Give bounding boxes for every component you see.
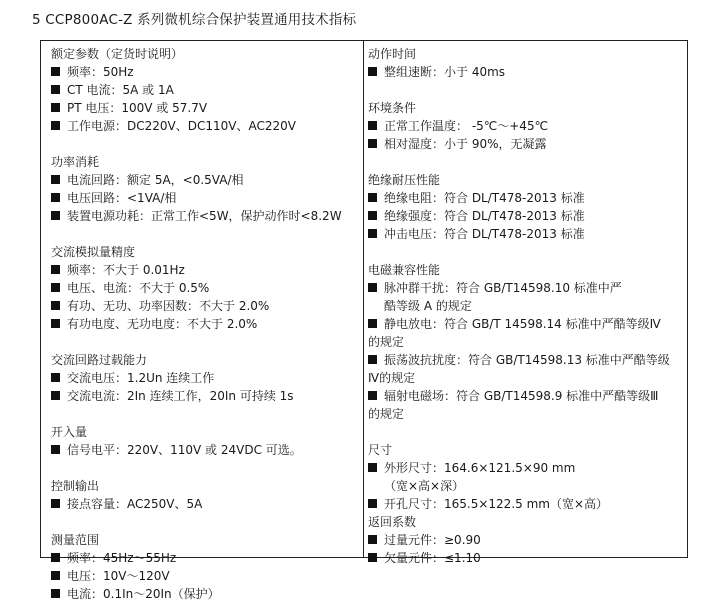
right-column [368, 45, 684, 567]
square-bullet-icon [51, 211, 60, 220]
section-overload [51, 351, 359, 405]
spec-item: 整组速断：小于 40ms [368, 63, 684, 81]
spec-item: 脉冲群干扰：符合 GB/T14598.10 标准中严 [368, 279, 684, 297]
left-column [51, 45, 359, 603]
spec-table [40, 40, 688, 601]
section-power-consumption [51, 153, 359, 225]
square-bullet-icon [368, 67, 377, 76]
square-bullet-icon [51, 445, 60, 454]
section-environment [368, 99, 684, 153]
section-title: 功率消耗 [51, 155, 100, 169]
square-bullet-icon [368, 391, 377, 400]
section-action-time [368, 45, 684, 81]
square-bullet-icon [51, 175, 60, 184]
spec-item-continuation: 的规定 [368, 407, 405, 421]
section-control-output [51, 477, 359, 513]
section-title: 交流模拟量精度 [51, 245, 136, 259]
square-bullet-icon [51, 499, 60, 508]
square-bullet-icon [51, 283, 60, 292]
spec-item-continuation: （宽×高×深） [384, 479, 465, 493]
square-bullet-icon [368, 229, 377, 238]
column-divider [363, 41, 364, 557]
spec-item: 绝缘电阻：符合 DL/T478-2013 标准 [368, 189, 684, 207]
spec-item-continuation: 的规定 [368, 335, 405, 349]
spec-item: 振荡波抗扰度：符合 GB/T14598.13 标准中严酷等级 [368, 351, 684, 369]
spec-item: 装置电源功耗：正常工作<5W，保护动作时<8.2W [51, 207, 359, 225]
section-title: 环境条件 [368, 101, 417, 115]
spec-item: 交流电流：2In 连续工作，20In 可持续 1s [51, 387, 359, 405]
spec-item: 绝缘强度：符合 DL/T478-2013 标准 [368, 207, 684, 225]
square-bullet-icon [51, 121, 60, 130]
spec-item: 冲击电压：符合 DL/T478-2013 标准 [368, 225, 684, 243]
spec-item: 外形尺寸：164.6×121.5×90 mm [368, 459, 684, 477]
spec-item: 欠量元件：≤1.10 [368, 549, 684, 567]
section-title: 测量范围 [51, 533, 100, 547]
spec-item: 有功电度、无功电度：不大于 2.0% [51, 315, 359, 333]
spec-item: 频率：50Hz [51, 63, 359, 81]
square-bullet-icon [368, 463, 377, 472]
section-title: 开入量 [51, 425, 88, 439]
square-bullet-icon [51, 85, 60, 94]
spec-item: 有功、无功、功率因数：不大于 2.0% [51, 297, 359, 315]
spec-item: 电压：10V～120V [51, 567, 359, 585]
spec-item: 辐射电磁场：符合 GB/T14598.9 标准中严酷等级Ⅲ [368, 387, 684, 405]
spec-item: 静电放电：符合 GB/T 14598.14 标准中严酷等级Ⅳ [368, 315, 684, 333]
square-bullet-icon [368, 283, 377, 292]
spec-item: PT 电压：100V 或 57.7V [51, 99, 359, 117]
spec-item: 频率：不大于 0.01Hz [51, 261, 359, 279]
spec-item: 接点容量：AC250V、5A [51, 495, 359, 513]
section-measure-range [51, 531, 359, 603]
square-bullet-icon [368, 553, 377, 562]
square-bullet-icon [51, 553, 60, 562]
section-title: 动作时间 [368, 47, 417, 61]
square-bullet-icon [51, 265, 60, 274]
spec-item: 交流电压：1.2Un 连续工作 [51, 369, 359, 387]
square-bullet-icon [368, 193, 377, 202]
section-ac-accuracy [51, 243, 359, 333]
section-title: 返回系数 [368, 515, 417, 529]
section-emc [368, 261, 684, 423]
spec-item: 电压回路：<1VA/相 [51, 189, 359, 207]
section-binary-input [51, 423, 359, 459]
section-title: 交流回路过载能力 [51, 353, 148, 367]
section-title: 额定参数（定货时说明） [51, 47, 184, 61]
document-title: 5 CCP800AC-Z 系列微机综合保护装置通用技术指标 [32, 12, 357, 28]
section-dimensions [368, 441, 684, 513]
spec-item-continuation: 酷等级 A 的规定 [384, 299, 472, 313]
spec-item: 过量元件：≥0.90 [368, 531, 684, 549]
section-return-ratio [368, 513, 684, 567]
spec-item: 电压、电流：不大于 0.5% [51, 279, 359, 297]
spec-item: 工作电源：DC220V、DC110V、AC220V [51, 117, 359, 135]
square-bullet-icon [51, 373, 60, 382]
section-title: 控制输出 [51, 479, 100, 493]
square-bullet-icon [368, 499, 377, 508]
spec-item: 电流：0.1In～20In（保护） [51, 585, 359, 603]
square-bullet-icon [368, 535, 377, 544]
square-bullet-icon [51, 193, 60, 202]
square-bullet-icon [51, 67, 60, 76]
spec-item-continuation: Ⅳ的规定 [368, 371, 416, 385]
square-bullet-icon [368, 121, 377, 130]
spec-item: 信号电平：220V、110V 或 24VDC 可选。 [51, 441, 359, 459]
square-bullet-icon [368, 139, 377, 148]
spec-item: 电流回路：额定 5A，<0.5VA/相 [51, 171, 359, 189]
square-bullet-icon [51, 319, 60, 328]
section-rated-params [51, 45, 359, 135]
section-title: 绝缘耐压性能 [368, 173, 441, 187]
section-title: 电磁兼容性能 [368, 263, 441, 277]
square-bullet-icon [51, 301, 60, 310]
square-bullet-icon [368, 211, 377, 220]
square-bullet-icon [51, 589, 60, 598]
spec-item: 频率：45Hz～55Hz [51, 549, 359, 567]
spec-item: CT 电流：5A 或 1A [51, 81, 359, 99]
square-bullet-icon [51, 103, 60, 112]
square-bullet-icon [51, 571, 60, 580]
spec-item: 正常工作温度： -5℃～+45℃ [368, 117, 684, 135]
square-bullet-icon [51, 391, 60, 400]
section-title: 尺寸 [368, 443, 393, 457]
spec-item: 相对湿度：小于 90%，无凝露 [368, 135, 684, 153]
spec-item: 开孔尺寸：165.5×122.5 mm（宽×高） [368, 495, 684, 513]
square-bullet-icon [368, 319, 377, 328]
square-bullet-icon [368, 355, 377, 364]
section-insulation [368, 171, 684, 243]
